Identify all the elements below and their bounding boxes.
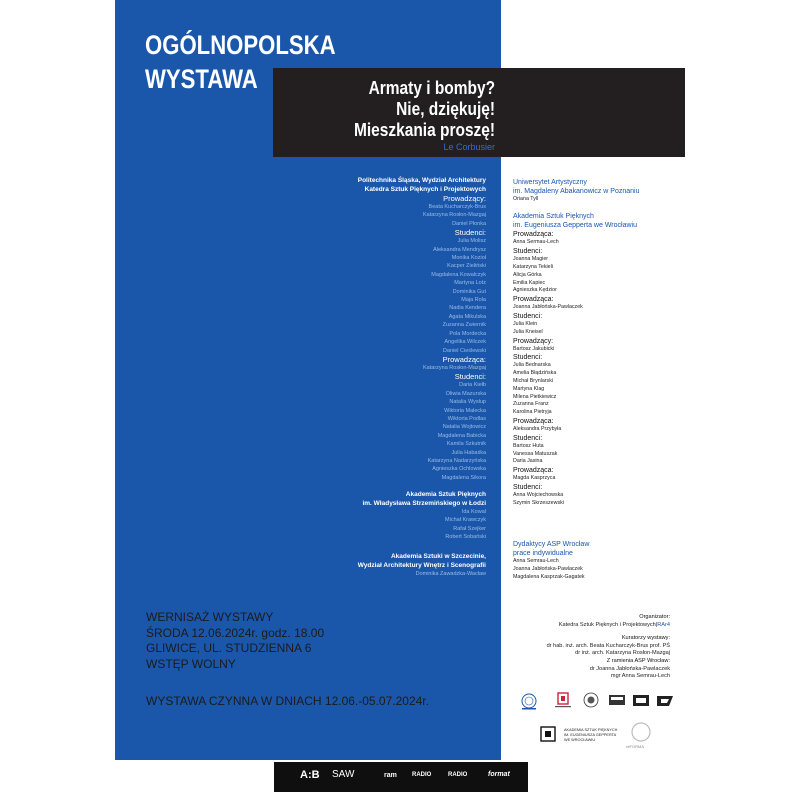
opening-date: ŚRODA 12.06.2024r. godz. 18.00 (146, 625, 325, 640)
wroclaw-name: Anna Wojciechowska (513, 491, 564, 498)
polsl-seal-logo (518, 692, 540, 710)
polsl-stud2-name: Magdalena Babicka (437, 432, 486, 439)
polsl-prow1-name: Katarzyna Rosłon-Mazgaj (423, 212, 486, 219)
szczecin-section (358, 552, 486, 578)
polsl-stud1-name: Julia Molisz (457, 238, 486, 245)
wroclaw-heading-1: Akademia Sztuk Pięknych (513, 213, 594, 220)
polsl-heading-2: Katedra Sztuk Pięknych i Projektowych (364, 186, 486, 193)
dydaktycy-name: Anna Semrau-Lech (513, 558, 559, 565)
organizer-name: Katedra Sztuk Pięknych i Projektowych (558, 621, 656, 628)
curator-name: dr hab. inż. arch. Beata Kucharczyk-Brus prof. PŚ (546, 642, 670, 649)
arrow-logo (654, 692, 676, 710)
wroclaw-name: Katarzyna Tekieli (513, 264, 553, 270)
reforma-logo-icon (628, 722, 654, 744)
quote-line-1: Armaty i bomby? (368, 78, 495, 98)
sponsor-saw-logo: SAW (332, 769, 355, 780)
lodz-name: Rafał Szejker (453, 525, 486, 532)
lodz-section (362, 490, 486, 542)
wroclaw-name: Zuzanna Franz (513, 401, 549, 408)
dydaktycy-name: Magdalena Kasprzak-Gagatek (513, 574, 585, 580)
organizer-tag: RAr4 (657, 621, 670, 628)
dydaktycy-heading-2: prace indywidualne (513, 550, 573, 558)
wroclaw-name: Julia Kneisel (513, 328, 543, 335)
polsl-stud1-name: Martyna Lotz (454, 280, 486, 287)
opening-info (146, 610, 324, 672)
sponsor-ab-logo: A:B (300, 769, 320, 781)
wroclaw-name: Bartosz Huta (513, 442, 544, 449)
szczecin-name: Dominika Zawadzka-Wacław (415, 571, 486, 577)
asp-logo-line-2: IM. EUGENIUSZA GEPPERTA (564, 733, 617, 737)
wroclaw-name: Julia Bednarska (513, 362, 551, 369)
wroclaw-heading-2: im. Eugeniusza Gepperta we Wrocławiu (513, 222, 637, 230)
title-line-1: OGÓLNOPOLSKA (145, 30, 336, 60)
quote-line-3: Mieszkania proszę! (353, 120, 495, 140)
polsl-stud1-name: Angelika Wilczek (444, 339, 486, 346)
polsl-stud2-name: Oliwia Mazurska (445, 390, 486, 397)
wroclaw-group-label: Prowadząca: (513, 417, 554, 425)
dydaktycy-section (513, 540, 589, 582)
polsl-stud2-name: Julia Habaśka (451, 449, 486, 456)
wroclaw-name: Daria Jasina (513, 458, 543, 465)
curator-name: dr inż. arch. Katarzyna Rosłon-Mazgaj (575, 650, 670, 657)
opening-title: WERNISAŻ WYSTAWY (146, 610, 274, 624)
polsl-stud1-name: Agata Mikulska (448, 313, 486, 320)
polsl-stud2-name: Wiktoria Podlas (447, 415, 486, 422)
szczecin-heading-1: Akademia Sztuki w Szczecinie, (390, 553, 486, 560)
asp-curators-label: Z ramienia ASP Wrocław: (606, 657, 670, 664)
polsl-stud1-name: Kacper Zieliński (447, 263, 486, 270)
asp-wroclaw-block (540, 722, 680, 750)
wroclaw-group-label: Prowadząca: (513, 231, 554, 239)
wroclaw-group-label: Studenci: (513, 434, 543, 442)
lodz-heading-1: Akademia Sztuk Pięknych (405, 491, 486, 498)
wroclaw-name: Karolina Pietryja (513, 409, 552, 416)
wroclaw-group-label: Studenci: (513, 483, 543, 491)
polsl-stud1-name: Dominika Gut (452, 288, 486, 295)
polsl-stud1-name: Monika Kozioł (451, 255, 486, 262)
wroclaw-name: Aleksandra Przybyła (513, 425, 562, 432)
polsl-stud1-name: Magdalena Kowalczyk (431, 271, 486, 278)
polsl-stud1-name: Aleksandra Mendrysz (433, 246, 486, 253)
polsl-prow2-name: Katarzyna Rosłon-Mazgaj (423, 364, 486, 371)
wroclaw-name: Magda Kasprzyca (513, 475, 556, 482)
poznan-section (513, 178, 639, 204)
quote-box (273, 68, 685, 157)
wroclaw-group-label: Prowadząca: (513, 467, 554, 475)
poznan-name: Oriana Tyll (513, 196, 539, 203)
organizer-line (547, 622, 670, 630)
wroclaw-group-label: Studenci: (513, 312, 543, 320)
reforma-logo-text: reFORMA (626, 744, 644, 749)
sponsor-ram-logo: ram (384, 772, 397, 779)
curators-label: Kuratorzy wystawy: (621, 635, 670, 642)
organizers-block (547, 614, 670, 681)
polsl-stud2-name: Natalia Wojtowicz (442, 424, 486, 431)
dydaktycy-name: Joanna Jabłońska-Pawlaczek (513, 566, 583, 573)
title-line-2: WYSTAWA (145, 64, 258, 94)
wroclaw-name: Amelia Błądzińska (513, 370, 557, 377)
poznan-heading-2: im. Magdaleny Abakanowicz w Poznaniu (513, 188, 640, 196)
wroclaw-name: Emilia Kapiec (513, 279, 546, 286)
sponsor-radio-logo-2: RADIO (448, 772, 468, 778)
asp-curator-name: mgr Anna Semrau-Lech (610, 673, 670, 680)
poznan-heading-1: Uniwersytet Artystyczny (513, 179, 587, 186)
sponsor-format-logo: format (488, 771, 510, 778)
szczecin-heading-2: Wydział Architektury Wnętrz i Scenografii (357, 562, 486, 569)
wroclaw-name: Bartosz Jakubicki (513, 345, 555, 352)
wroclaw-name: Michał Brynlarski (513, 377, 554, 384)
polsl-stud2-name: Katarzyna Nadarzyńska (427, 457, 486, 464)
sponsor-radio-logo: RADIO (412, 772, 432, 778)
polsl-stud2-name: Magdalena Sikora (441, 474, 486, 481)
polsl-stud2-name: Agnieszka Ochlowska (432, 466, 486, 473)
wroclaw-group-label: Studenci: (513, 248, 543, 256)
polsl-prow1-label: Prowadzący: (443, 194, 486, 203)
polsl-prow1-name: Daniel Płonka (452, 220, 486, 227)
polsl-prow1-name: Beata Kucharczyk-Brus (428, 204, 486, 210)
lodz-name: Robert Sobański (445, 534, 486, 541)
asp-logo-line-1: AKADEMIA SZTUK PIĘKNYCH (564, 728, 618, 732)
exhibition-duration: WYSTAWA CZYNNA W DNIACH 12.06.-05.07.2024r. (146, 694, 429, 708)
polsl-stud1-name: Daniel Cieślewski (442, 347, 486, 354)
quote-author: Le Corbusier (443, 142, 495, 152)
opening-entry: WSTĘP WOLNY (146, 656, 236, 671)
asp-logo-line-3: WE WROCŁAWIU (564, 738, 596, 742)
wroclaw-name: Szymin Skrzeszewski (513, 499, 564, 506)
polsl-stud2-name: Natalia Wysłup (449, 399, 486, 406)
polsl-stud1-name: Nadia Kendera (449, 305, 486, 312)
wroclaw-name: Milena Pietkiewicz (513, 393, 557, 400)
organizer-label: Organizator: (639, 614, 670, 620)
lodz-heading-2: im. Władysława Strzemińskiego w Łodzi (362, 500, 486, 507)
asp-wroclaw-logo-text (564, 728, 617, 743)
asp-wroclaw-logo-icon (540, 726, 556, 742)
polsl-stud2-name: Daria Kiełb (459, 382, 486, 389)
lodz-name: Ida Kowal (461, 509, 486, 515)
polsl-stud2-name: Kamila Szkutnik (446, 441, 486, 448)
polsl-prow2-label: Prowadząca: (442, 354, 486, 364)
wroclaw-name: Vanessa Matuszak (513, 450, 558, 457)
piano-icon (606, 692, 628, 710)
lodz-name: Michał Krawczyk (445, 517, 486, 524)
wroclaw-name: Joanna Jabłońska-Pawlaczek (513, 304, 583, 311)
polsl-section (358, 176, 486, 482)
polsl-stud1-name: Pola Mordecka (449, 330, 486, 337)
wroclaw-name: Julia Klein (513, 320, 538, 327)
wroclaw-name: Anna Sermau-Lech (513, 239, 559, 246)
polsl-stud2-label: Studenci: (454, 372, 486, 382)
wroclaw-group-label: Studenci: (513, 354, 543, 362)
asp-curator-name: dr Joanna Jabłońska-Pawlaczek (589, 665, 670, 672)
book-logo (630, 692, 652, 710)
wroclaw-name: Martyna Klag (513, 385, 545, 392)
institution-logos (518, 692, 678, 716)
organizer-separator: | (655, 621, 658, 628)
polsl-stud2-name: Wiktoria Malecka (444, 407, 486, 414)
quote-line-2: Nie, dziękuję! (396, 99, 495, 119)
faculty-logo (552, 692, 574, 710)
polsl-stud1-label: Studenci: (454, 228, 486, 238)
polsl-stud1-name: Zuzanna Zwiernik (442, 322, 486, 329)
polsl-heading-1: Politechnika Śląska, Wydział Architektury (357, 177, 486, 184)
wroclaw-section (513, 212, 637, 508)
wroclaw-group-label: Prowadząca: (513, 296, 554, 304)
dydaktycy-heading-1: Dydaktycy ASP Wrocław (513, 541, 590, 548)
wroclaw-name: Alicja Górka (513, 271, 542, 278)
polsl-stud1-name: Maja Rola (461, 297, 486, 304)
asp-seal-logo (580, 692, 602, 710)
sponsor-bar (274, 762, 528, 792)
wroclaw-group-label: Prowadzący: (513, 337, 554, 345)
wroclaw-name: Agnieszka Kędzior (513, 287, 557, 294)
wroclaw-name: Joanna Magier (513, 256, 549, 263)
opening-address: GLIWICE, UL. STUDZIENNA 6 (146, 641, 312, 655)
